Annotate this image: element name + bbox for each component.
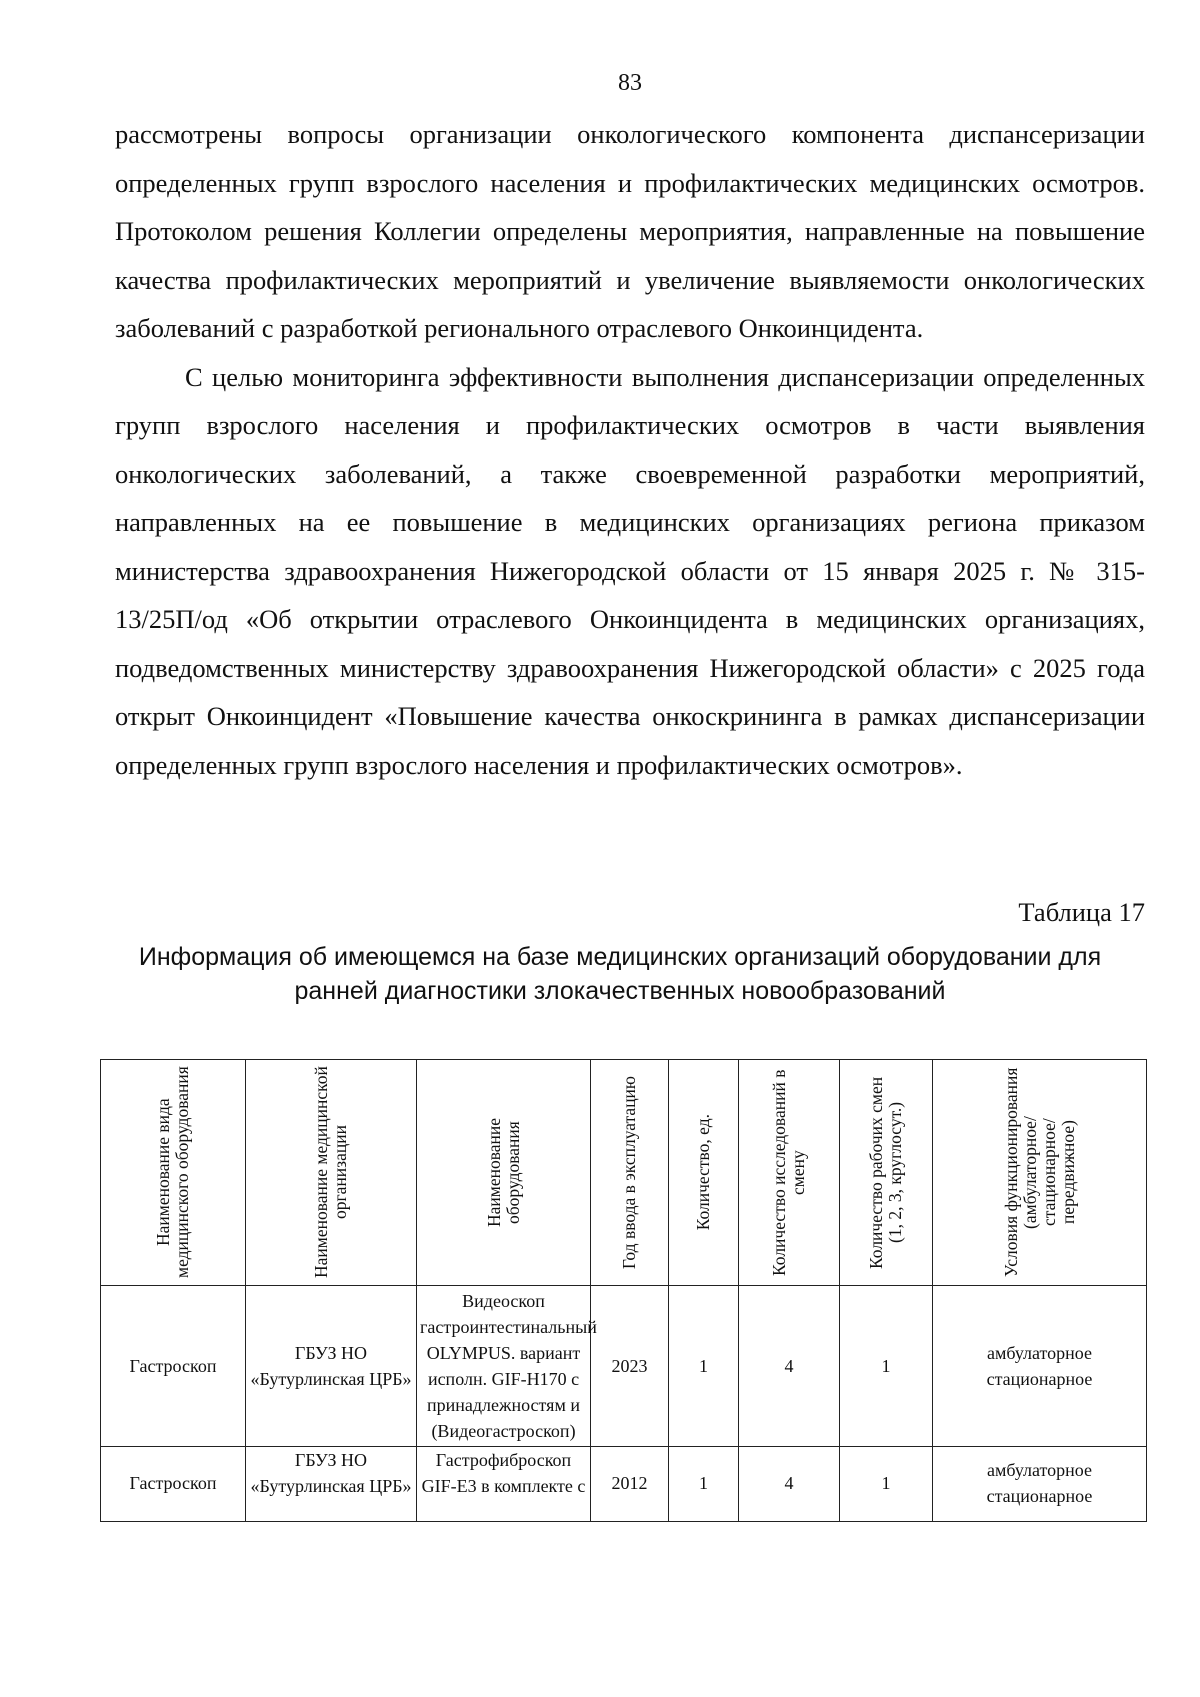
cell-equipment-type: Гастроскоп [101,1286,246,1447]
header-organization: Наименование медицинской организации [311,1066,350,1279]
cell-equipment-type: Гастроскоп [101,1447,246,1522]
cell-quantity: 1 [669,1286,739,1447]
header-cell [739,1060,840,1286]
cell-equipment-name: Гастрофиброскоп GIF-E3 в комплекте с [417,1447,591,1522]
header-year: Год ввода в эксплуатацию [619,1075,639,1270]
table-header-row [101,1060,1147,1286]
header-cell [591,1060,669,1286]
cell-conditions: амбулаторное стационарное [933,1447,1147,1522]
body-text [115,110,1145,789]
cell-exams-per-shift: 4 [739,1447,840,1522]
equipment-table [100,1059,1147,1522]
paragraph-1: рассмотрены вопросы организации онкологического компонента диспансеризации определенных групп взрослого населения и профилактических медицинских осмотров. Протоколом решения Коллегии определены мероприятия, направленные на повышение качества профилактических мероприятий и увеличение выявляемости онкологических заболеваний с разработкой регионального отраслевого Онкоинцидента. [115,119,1145,343]
table-row [101,1447,1147,1522]
cell-exams-per-shift: 4 [739,1286,840,1447]
page-number: 83 [618,70,642,96]
header-cell [417,1060,591,1286]
header-shifts: Количество рабочих смен (1, 2, 3, круглосут.) [866,1076,905,1269]
cell-shifts: 1 [840,1286,933,1447]
cell-year: 2023 [591,1286,669,1447]
cell-organization: ГБУЗ НО «Бутурлинская ЦРБ» [246,1286,417,1447]
header-cell [933,1060,1147,1286]
table-label: Таблица 17 [1018,897,1145,927]
header-cell [669,1060,739,1286]
paragraph-2: С целью мониторинга эффективности выполнения диспансеризации определенных групп взрослого населения и профилактических осмотров в части выявления онкологических заболеваний, а также своевременной разработки мероприятий, направленных на ее повышение в медицинских организациях региона приказом министерства здравоохранения Нижегородской области от 15 января 2025 г. № 315-13/25П/од «Об открытии отраслевого Онкоинцидента в медицинских организациях, подведомственных министерству здравоохранения Нижегородской области» с 2025 года открыт Онкоинцидент «Повышение качества онкоскрининга в рамках диспансеризации определенных групп взрослого населения и профилактических осмотров». [115,361,1145,780]
cell-quantity: 1 [669,1447,739,1522]
header-equipment-name: Наименование оборудования [483,1117,523,1228]
cell-year: 2012 [591,1447,669,1522]
cell-organization: ГБУЗ НО «Бутурлинская ЦРБ» [246,1447,417,1522]
header-exams-per-shift: Количество исследований в смену [769,1069,808,1276]
header-equipment-type: Наименование вида медицинского оборудования [153,1066,192,1279]
table-row [101,1286,1147,1447]
cell-conditions: амбулаторное стационарное [933,1286,1147,1447]
header-quantity: Количество, ед. [693,1114,713,1231]
cell-equipment-name: Видеоскоп гастроинтестинальный OLYMPUS. вариант исполн. GIF-H170 с принадлежностям и (Видеогастроскоп) [417,1286,591,1447]
table-caption: Информация об имеющемся на базе медицинских организаций оборудовании для ранней диагностики злокачественных новообразований [138,943,1102,1005]
header-conditions: Условия функционирования (амбулаторное/ стационарное/ передвижное) [1000,1067,1078,1278]
header-cell [840,1060,933,1286]
header-cell [246,1060,417,1286]
cell-shifts: 1 [840,1447,933,1522]
header-cell [101,1060,246,1286]
